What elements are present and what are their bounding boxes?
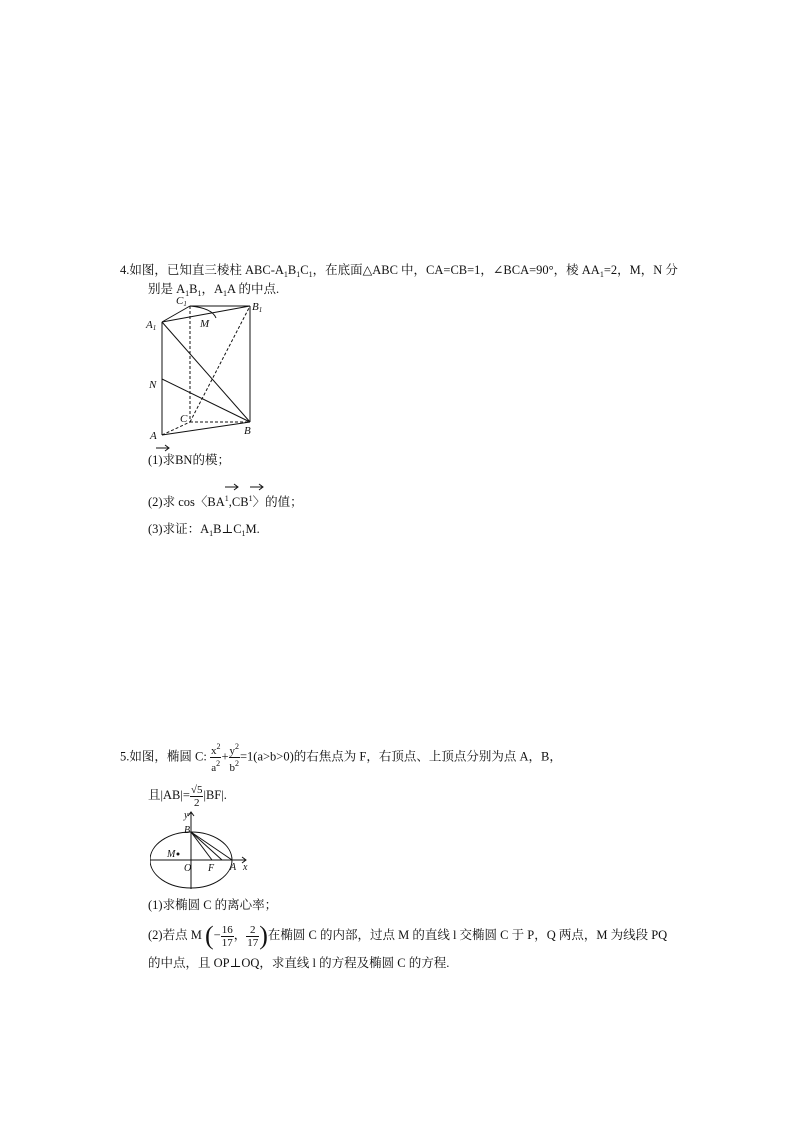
segment-nb — [162, 379, 250, 422]
problem4-q2: (2)求 cos〈$BA^1,CB^1$〉的值； — [148, 494, 303, 509]
label-m: M — [167, 849, 176, 860]
label-a1: A1 — [146, 319, 157, 332]
problem4-line2: 别是 $A_1B_1$，$A_1A$ 的中点. — [148, 282, 280, 298]
problem4-q3: (3)求证：$A_1B\perp C_1M$. — [148, 522, 260, 538]
fraction-y2-b2: $\frac{y^2}{b^2}$ — [229, 742, 239, 774]
ellipse-figure — [150, 808, 254, 890]
label-o: O — [184, 863, 192, 874]
vector-arrow-cb1 — [249, 483, 265, 491]
fraction-x2-a2: $\frac{x^2}{a^2}$ — [210, 742, 221, 774]
label-b1: B1 — [252, 301, 263, 314]
fraction-sqrt5-over-2: $\frac{√5}{2}$ — [190, 783, 203, 809]
segment-bf — [191, 832, 212, 860]
label-n: N — [149, 379, 157, 391]
label-c: C — [180, 413, 188, 425]
problem5-line1: 5.如图，椭圆 C: $\frac{x^2}{a^2}$ + $\frac{y^2}{b^2}$ =1(a>b>0)的右焦点为 F，右顶点、上顶点分别为点 A，B， — [120, 742, 562, 774]
vector-arrow-ba1 — [224, 483, 240, 491]
vector-arrow-bn — [155, 444, 171, 452]
prism-figure — [140, 292, 270, 444]
label-x: x — [243, 862, 248, 873]
problem5-q2: (2)若点 M (− $\frac{16}{17}$ ， $\frac{2}{17}$ )在椭圆 C 的内部，过点 M 的直线 l 交椭圆 C 于 P，Q 两点，M 为线段 PQ — [148, 921, 668, 951]
problem5-q2-line2: 的中点，且 OP⊥OQ，求直线 l 的方程及椭圆 C 的方程. — [148, 956, 450, 970]
problem5-q1: (1)求椭圆 C 的离心率； — [148, 898, 278, 912]
label-b: B — [184, 825, 191, 836]
fraction-16-17: $\frac{16}{17}$ — [221, 923, 233, 949]
fraction-2-17: $\frac{2}{17}$ — [247, 923, 259, 949]
segment-b-extra — [191, 832, 222, 860]
edge-ab — [162, 422, 250, 435]
label-y: y — [184, 810, 189, 821]
label-a: A — [150, 430, 157, 442]
segment-a1b — [162, 322, 250, 422]
problem4-line1: 4.如图，已知直三棱柱 ABC-$A_1B_1C_1$，在底面△ABC 中，CA=CB=1，∠BCA=90°，棱 $AA_1=2$，M，N 分 — [120, 263, 678, 279]
label-m: M — [200, 318, 210, 330]
label-c1: C1 — [176, 295, 187, 308]
problem5-line2: 且|AB|= $\frac{√5}{2}$ |BF|. — [148, 783, 227, 809]
label-a: A — [230, 862, 237, 873]
point-m — [177, 853, 180, 856]
label-b: B — [244, 425, 251, 437]
problem4-q1: (1)求BN的模； — [148, 453, 230, 467]
label-f: F — [208, 863, 215, 874]
